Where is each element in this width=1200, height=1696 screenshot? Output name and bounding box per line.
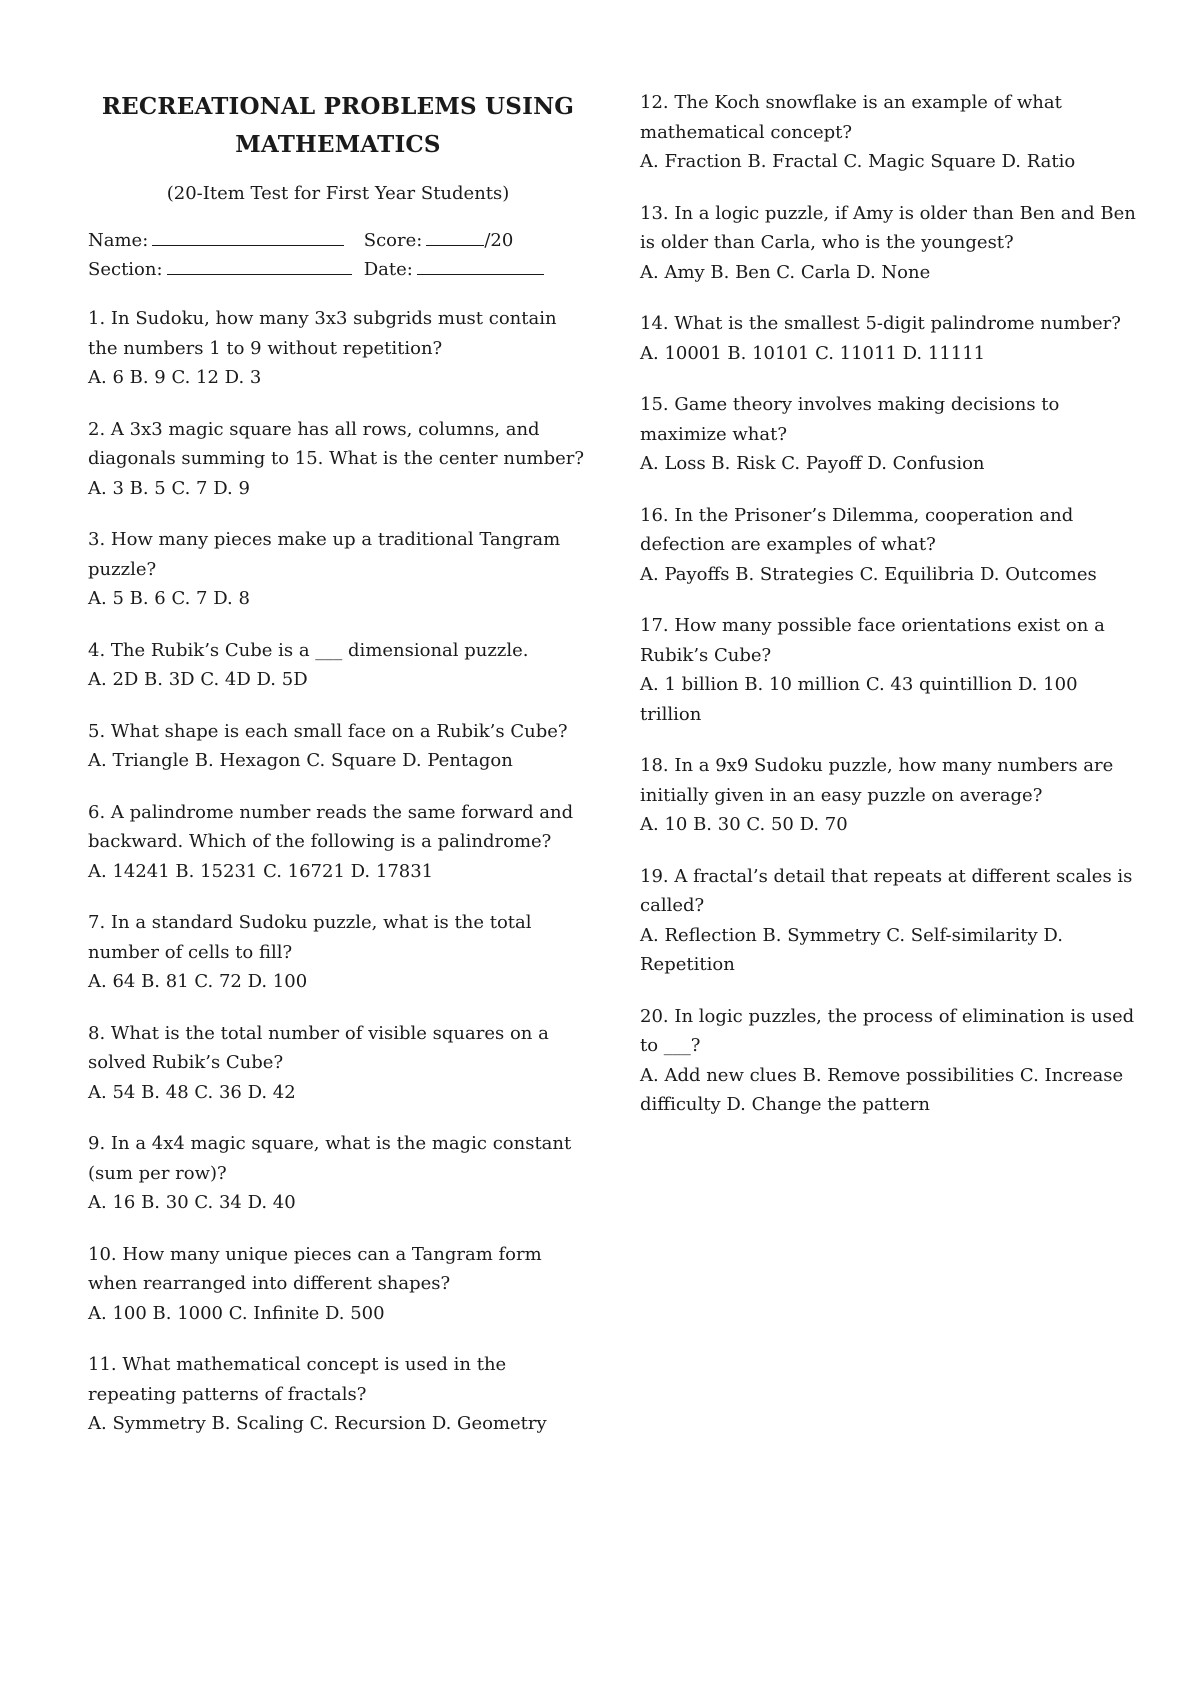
question-choices: A. 14241 B. 15231 C. 16721 D. 17831 xyxy=(88,860,434,882)
question-choices: A. Fraction B. Fractal C. Magic Square D. Ratio xyxy=(640,151,1076,172)
title-line-2: MATHEMATICS xyxy=(235,131,441,158)
date-field[interactable] xyxy=(364,255,544,284)
question-stem: 10. How many unique pieces can a Tangram form when rearranged into different shapes? xyxy=(88,1243,542,1294)
name-label: Name: xyxy=(88,230,149,251)
title-line-1: RECREATIONAL PROBLEMS USING xyxy=(101,93,575,120)
question-stem: 8. What is the total number of visible squares on a solved Rubik’s Cube? xyxy=(88,1022,549,1073)
left-column xyxy=(88,88,588,1461)
question-choices: A. 16 B. 30 C. 34 D. 40 xyxy=(88,1192,296,1213)
question-13 xyxy=(640,199,1140,288)
question-18 xyxy=(640,751,1140,840)
question-choices: A. 1 billion B. 10 million C. 43 quintillion D. 100 trillion xyxy=(640,674,1078,725)
question-choices: A. 6 B. 9 C. 12 D. 3 xyxy=(88,367,262,388)
info-row-name-score xyxy=(88,226,588,255)
question-stem: 19. A fractal’s detail that repeats at different scales is called? xyxy=(640,865,1133,916)
question-15 xyxy=(640,390,1140,479)
question-stem: 16. In the Prisoner’s Dilemma, cooperation and defection are examples of what? xyxy=(640,504,1074,555)
question-choices: A. 5 B. 6 C. 7 D. 8 xyxy=(88,588,250,609)
question-20 xyxy=(640,1002,1140,1120)
question-stem: 18. In a 9x9 Sudoku puzzle, how many numbers are initially given in an easy puzzle on average? xyxy=(640,755,1114,806)
question-choices: A. 64 B. 81 C. 72 D. 100 xyxy=(88,971,308,992)
question-1 xyxy=(88,304,588,393)
question-stem: 15. Game theory involves making decisions to maximize what? xyxy=(640,394,1060,445)
question-choices: A. Reflection B. Symmetry C. Self-similarity D. Repetition xyxy=(640,924,1063,975)
question-9 xyxy=(88,1129,588,1218)
question-6 xyxy=(88,798,588,887)
question-12 xyxy=(640,88,1140,177)
section-label: Section: xyxy=(88,259,163,280)
name-blank[interactable] xyxy=(152,227,344,246)
question-choices: A. 3 B. 5 C. 7 D. 9 xyxy=(88,477,250,499)
question-choices: A. 54 B. 48 C. 36 D. 42 xyxy=(88,1081,296,1103)
question-11 xyxy=(88,1350,588,1439)
question-2 xyxy=(88,415,588,504)
section-blank[interactable] xyxy=(167,256,352,275)
question-choices: A. 100 B. 1000 C. Infinite D. 500 xyxy=(88,1302,385,1324)
question-stem: 4. The Rubik’s Cube is a ___ dimensional puzzle. xyxy=(88,639,529,661)
question-stem: 3. How many pieces make up a traditional Tangram puzzle? xyxy=(88,529,561,580)
question-stem: 5. What shape is each small face on a Rubik’s Cube? xyxy=(88,720,568,742)
question-stem: 7. In a standard Sudoku puzzle, what is the total number of cells to fill? xyxy=(88,912,532,963)
question-stem: 9. In a 4x4 magic square, what is the magic constant (sum per row)? xyxy=(88,1133,572,1184)
question-5 xyxy=(88,717,588,776)
question-stem: 14. What is the smallest 5-digit palindrome number? xyxy=(640,313,1121,334)
question-3 xyxy=(88,525,588,614)
question-17 xyxy=(640,611,1140,729)
question-stem: 12. The Koch snowflake is an example of what mathematical concept? xyxy=(640,92,1062,143)
question-stem: 13. In a logic puzzle, if Amy is older than Ben and Ben is older than Carla, who is the youngest? xyxy=(640,202,1136,253)
document-subtitle: (20-Item Test for First Year Students) xyxy=(166,183,510,204)
score-label: Score: xyxy=(363,230,423,251)
info-row-section-date xyxy=(88,255,588,284)
question-19 xyxy=(640,862,1140,980)
question-stem: 1. In Sudoku, how many 3x3 subgrids must contain the numbers 1 to 9 without repetition? xyxy=(88,308,557,359)
question-stem: 17. How many possible face orientations exist on a Rubik’s Cube? xyxy=(640,615,1105,666)
question-stem: 11. What mathematical concept is used in the repeating patterns of fractals? xyxy=(88,1354,507,1405)
score-total: /20 xyxy=(484,230,514,251)
question-choices: A. Amy B. Ben C. Carla D. None xyxy=(640,261,931,283)
question-stem: 2. A 3x3 magic square has all rows, columns, and diagonals summing to 15. What is the center number? xyxy=(88,418,585,469)
question-choices: A. Symmetry B. Scaling C. Recursion D. Geometry xyxy=(88,1413,547,1434)
document-title xyxy=(88,88,588,164)
question-choices: A. Triangle B. Hexagon C. Square D. Pentagon xyxy=(88,750,513,771)
question-choices: A. Payoffs B. Strategies C. Equilibria D. Outcomes xyxy=(640,563,1097,585)
section-field[interactable] xyxy=(88,255,358,284)
student-info-block xyxy=(88,226,588,284)
question-choices: A. 2D B. 3D C. 4D D. 5D xyxy=(88,669,308,690)
question-10 xyxy=(88,1240,588,1329)
date-label: Date: xyxy=(363,259,413,280)
question-7 xyxy=(88,908,588,997)
question-16 xyxy=(640,501,1140,590)
question-8 xyxy=(88,1019,588,1108)
question-stem: 6. A palindrome number reads the same forward and backward. Which of the following is a palindrome? xyxy=(88,801,574,852)
question-14 xyxy=(640,309,1140,368)
right-column xyxy=(640,88,1140,1142)
question-4 xyxy=(88,636,588,695)
question-choices: A. Loss B. Risk C. Payoff D. Confusion xyxy=(640,453,985,474)
question-stem: 20. In logic puzzles, the process of elimination is used to ___? xyxy=(640,1005,1135,1056)
name-field[interactable] xyxy=(88,226,358,255)
question-choices: A. 10001 B. 10101 C. 11011 D. 11111 xyxy=(640,342,986,364)
date-blank[interactable] xyxy=(417,256,544,275)
score-blank[interactable] xyxy=(426,227,484,246)
score-field[interactable] xyxy=(364,226,514,255)
question-choices: A. 10 B. 30 C. 50 D. 70 xyxy=(640,814,848,835)
question-choices: A. Add new clues B. Remove possibilities C. Increase difficulty D. Change the pattern xyxy=(640,1064,1124,1115)
